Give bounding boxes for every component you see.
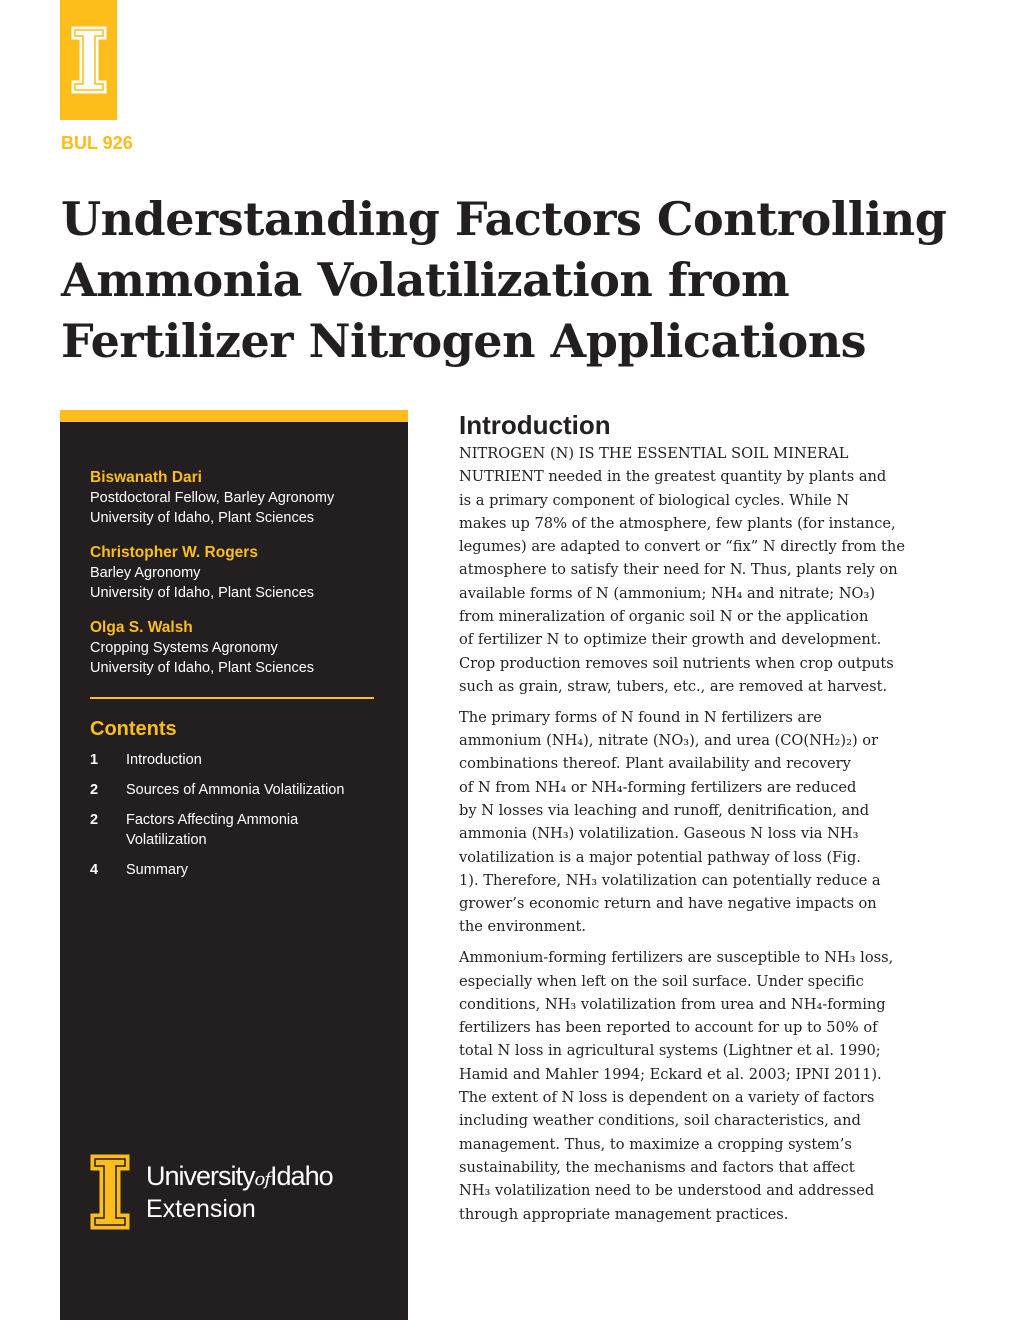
text-line: total N loss in agricultural systems (Lightner et al. 1990; bbox=[459, 1042, 881, 1060]
author-name: Biswanath Dari bbox=[90, 469, 202, 486]
block-i-icon bbox=[69, 24, 109, 96]
text-line: atmosphere to satisfy their need for N. Thus, plants rely on bbox=[459, 561, 898, 579]
text-line: such as grain, straw, tubers, etc., are removed at harvest. bbox=[459, 677, 888, 695]
body-paragraph bbox=[459, 442, 919, 698]
text-line: the environment. bbox=[459, 918, 587, 936]
university-logo bbox=[60, 0, 117, 120]
text-line: NITROGEN (N) IS THE ESSENTIAL SOIL MINERAL bbox=[459, 445, 849, 462]
author bbox=[90, 618, 314, 678]
text-line: 1). Therefore, NH₃ volatilization can potentially reduce a bbox=[459, 871, 881, 889]
author-affiliation: University of Idaho, Plant Sciences bbox=[90, 660, 315, 676]
toc-page: 4 bbox=[90, 862, 99, 878]
text-line: fertilizers has been reported to account for up to 50% of bbox=[459, 1019, 878, 1037]
divider bbox=[90, 697, 374, 699]
text-line: combinations thereof. Plant availability and recovery bbox=[459, 755, 851, 773]
text-line: of fertilizer N to optimize their growth and development. bbox=[459, 631, 882, 649]
author bbox=[90, 468, 334, 528]
text-line: especially when left on the soil surface. Under specific bbox=[459, 972, 864, 990]
extension-logo bbox=[90, 1154, 333, 1230]
text-line: Ammonium-forming fertilizers are susceptible to NH₃ loss, bbox=[459, 949, 894, 967]
author-affiliation: University of Idaho, Plant Sciences bbox=[90, 585, 315, 601]
toc-label: Factors Affecting Ammonia Volatilization bbox=[126, 812, 299, 848]
toc-item[interactable] bbox=[90, 780, 390, 800]
logo-extension: Extension bbox=[146, 1194, 256, 1223]
table-of-contents bbox=[90, 750, 390, 890]
text-line: by N losses via leaching and runoff, denitrification, and bbox=[459, 801, 870, 819]
text-line: Hamid and Mahler 1994; Eckard et al. 2003; IPNI 2011). bbox=[459, 1065, 882, 1083]
text-line: ammonium (NH₄), nitrate (NO₃), and urea (CO(NH₂)₂) or bbox=[459, 732, 879, 750]
toc-page: 2 bbox=[90, 812, 99, 828]
sidebar bbox=[60, 410, 408, 1320]
author-name: Olga S. Walsh bbox=[90, 619, 193, 636]
author bbox=[90, 543, 314, 603]
contents-heading: Contents bbox=[90, 718, 177, 740]
text-line: from mineralization of organic soil N or the application bbox=[459, 608, 869, 626]
author-title: Cropping Systems Agronomy bbox=[90, 640, 278, 656]
text-line: Crop production removes soil nutrients when crop outputs bbox=[459, 654, 894, 672]
toc-page: 2 bbox=[90, 782, 99, 798]
text-line: of N from NH₄ or NH₄-forming fertilizers are reduced bbox=[459, 778, 857, 796]
body-paragraph bbox=[459, 706, 919, 939]
logo-idaho: Idaho bbox=[270, 1160, 333, 1191]
text-line: legumes) are adapted to convert or “fix” N directly from the bbox=[459, 538, 905, 556]
toc-item[interactable] bbox=[90, 860, 390, 880]
author-affiliation: University of Idaho, Plant Sciences bbox=[90, 510, 315, 526]
text-line: management. Thus, to maximize a cropping system’s bbox=[459, 1135, 852, 1153]
text-line: through appropriate management practices. bbox=[459, 1205, 789, 1223]
bulletin-number: BUL 926 bbox=[61, 133, 133, 153]
text-line: grower’s economic return and have negative impacts on bbox=[459, 895, 877, 913]
text-line: makes up 78% of the atmosphere, few plants (for instance, bbox=[459, 514, 896, 532]
body-paragraph bbox=[459, 946, 919, 1226]
text-line: NUTRIENT needed in the greatest quantity by plants and bbox=[459, 468, 887, 486]
text-line: sustainability, the mechanisms and factors that affect bbox=[459, 1158, 855, 1176]
text-line: available forms of N (ammonium; NH₄ and nitrate; NO₃) bbox=[459, 584, 876, 602]
title-line: Fertilizer Nitrogen Applications bbox=[61, 314, 867, 368]
toc-item[interactable] bbox=[90, 750, 390, 770]
text-line: The extent of N loss is dependent on a variety of factors bbox=[459, 1089, 875, 1107]
author-name: Christopher W. Rogers bbox=[90, 544, 258, 561]
logo-of: of bbox=[254, 1168, 271, 1190]
author-title: Postdoctoral Fellow, Barley Agronomy bbox=[90, 490, 335, 506]
text-line: ammonia (NH₃) volatilization. Gaseous N loss via NH₃ bbox=[459, 825, 859, 843]
logo-university: University bbox=[146, 1160, 255, 1191]
toc-item[interactable] bbox=[90, 810, 390, 850]
toc-page: 1 bbox=[90, 752, 99, 768]
block-i-icon bbox=[90, 1154, 130, 1230]
text-line: is a primary component of biological cycles. While N bbox=[459, 491, 850, 509]
title-line: Ammonia Volatilization from bbox=[61, 253, 790, 307]
text-line: including weather conditions, soil characteristics, and bbox=[459, 1112, 861, 1130]
author-title: Barley Agronomy bbox=[90, 565, 201, 581]
text-line: The primary forms of N found in N fertilizers are bbox=[459, 708, 822, 726]
section-heading: Introduction bbox=[459, 410, 611, 440]
toc-label: Sources of Ammonia Volatilization bbox=[126, 782, 345, 798]
text-line: conditions, NH₃ volatilization from urea and NH₄-forming bbox=[459, 995, 886, 1013]
toc-label: Introduction bbox=[126, 752, 202, 768]
title-line: Understanding Factors Controlling bbox=[61, 192, 947, 246]
text-line: NH₃ volatilization need to be understood and addressed bbox=[459, 1182, 875, 1200]
toc-label: Summary bbox=[126, 862, 189, 878]
main-content bbox=[459, 408, 919, 1233]
text-line: volatilization is a major potential pathway of loss (Fig. bbox=[459, 848, 861, 866]
document-title bbox=[61, 189, 961, 372]
